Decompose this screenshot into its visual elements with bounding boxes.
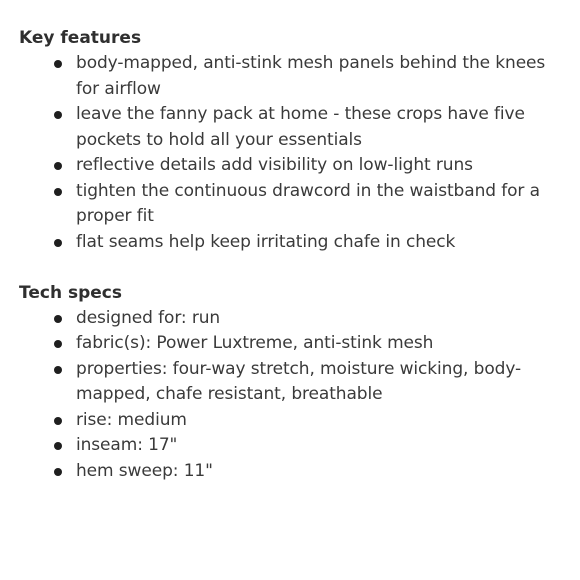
bullet-icon (54, 111, 62, 119)
bullet-icon (54, 417, 62, 425)
list-item (19, 408, 570, 434)
list-item-text: rise: medium (76, 409, 187, 430)
key-features-heading: Key features (19, 28, 142, 48)
list-item (19, 179, 570, 230)
list-item-text: fabric(s): Power Luxtreme, anti-stink mesh (76, 333, 434, 353)
key-features-list (19, 51, 570, 255)
list-item-text: leave the fanny pack at home - these crops have five pockets to hold all your essentials (76, 104, 525, 150)
list-item (19, 433, 570, 459)
list-item-text: flat seams help keep irritating chafe in check (76, 231, 456, 252)
list-item-text: reflective details add visibility on low-light runs (76, 155, 473, 175)
bullet-icon (54, 60, 62, 68)
tech-specs-list (19, 306, 570, 485)
list-item (19, 153, 570, 179)
list-item (19, 51, 570, 102)
bullet-icon (54, 366, 62, 374)
list-item (19, 230, 570, 256)
tech-specs-heading: Tech specs (19, 282, 122, 303)
bullet-icon (54, 468, 62, 476)
list-item (19, 102, 570, 153)
list-item-text: properties: four-way stretch, moisture wicking, body-mapped, chafe resistant, breathable (76, 358, 522, 404)
list-item-text: tighten the continuous drawcord in the waistband for a proper fit (76, 180, 540, 226)
list-item (19, 306, 570, 332)
bullet-icon (54, 162, 62, 170)
list-item-text: hem sweep: 11" (76, 460, 213, 481)
bullet-icon (54, 315, 62, 323)
list-item (19, 459, 570, 485)
list-item (19, 357, 570, 408)
bullet-icon (54, 442, 62, 450)
bullet-icon (54, 239, 62, 247)
section-spacer (19, 255, 570, 281)
list-item-text: inseam: 17" (76, 435, 178, 455)
list-item-text: designed for: run (76, 307, 221, 328)
bullet-icon (54, 340, 62, 348)
list-item-text: body-mapped, anti-stink mesh panels behind the knees for airflow (76, 53, 546, 99)
list-item (19, 331, 570, 357)
bullet-icon (54, 188, 62, 196)
